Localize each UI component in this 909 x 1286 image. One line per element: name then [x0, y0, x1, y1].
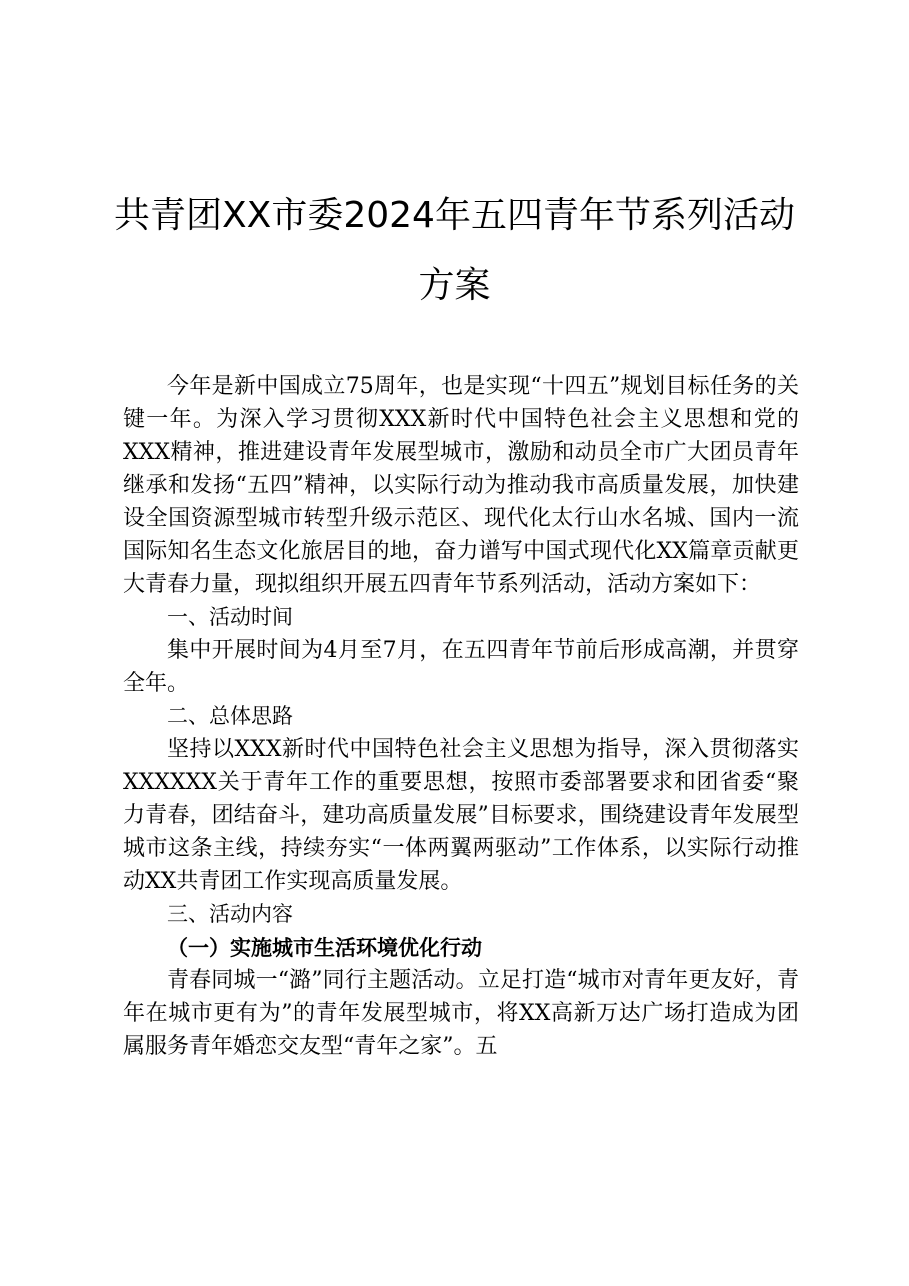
section-heading-approach: 二、总体思路: [167, 704, 293, 728]
intro-paragraph: 今年是新中国成立75周年，也是实现“十四五”规划目标任务的关键一年。为深入学习贯彻XXX新时代中国特色社会主义思想和党的XXX精神，推进建设青年发展型城市，激励和动员全市广大团员青年继承和发扬“五四”精神，以实际行动为推动我市高质量发展，加快建设全国资源型城市转型升级示范区、现代化太行山水名城、国内一流国际知名生态文化旅居目的地，奋力谱写中国式现代化XX篇章贡献更大青春力量，现拟组织开展五四青年节系列活动，活动方案如下：: [123, 374, 799, 597]
document-body: [123, 370, 799, 1063]
section-heading-time: 一、活动时间: [167, 605, 293, 629]
section-approach-paragraph: 坚持以XXX新时代中国特色社会主义思想为指导，深入贯彻落实XXXXXX关于青年工作的重要思想，按照市委部署要求和团省委“聚力青春，团结奋斗，建功高质量发展”目标要求，围绕建设青年发展型城市这条主线，持续夯实“一体两翼两驱动”工作体系，以实际行动推动XX共青团工作实现高质量发展。: [123, 737, 799, 894]
subsection-city-environment-paragraph: 青春同城一“潞”同行主题活动。立足打造“城市对青年更友好，青年在城市更有为”的青年发展型城市，将XX高新万达广场打造成为团属服务青年婚恋交友型“青年之家”。五: [123, 968, 799, 1059]
section-time-paragraph: 集中开展时间为4月至7月，在五四青年节前后形成高潮，并贯穿全年。: [123, 638, 799, 696]
subsection-heading-city-environment: （一）实施城市生活环境优化行动: [167, 935, 482, 960]
document-title-line-2: 方案: [418, 265, 491, 306]
document-title-line-1: 共青团XX市委2024年五四青年节系列活动: [114, 195, 795, 236]
section-heading-content: 三、活动内容: [167, 902, 293, 926]
